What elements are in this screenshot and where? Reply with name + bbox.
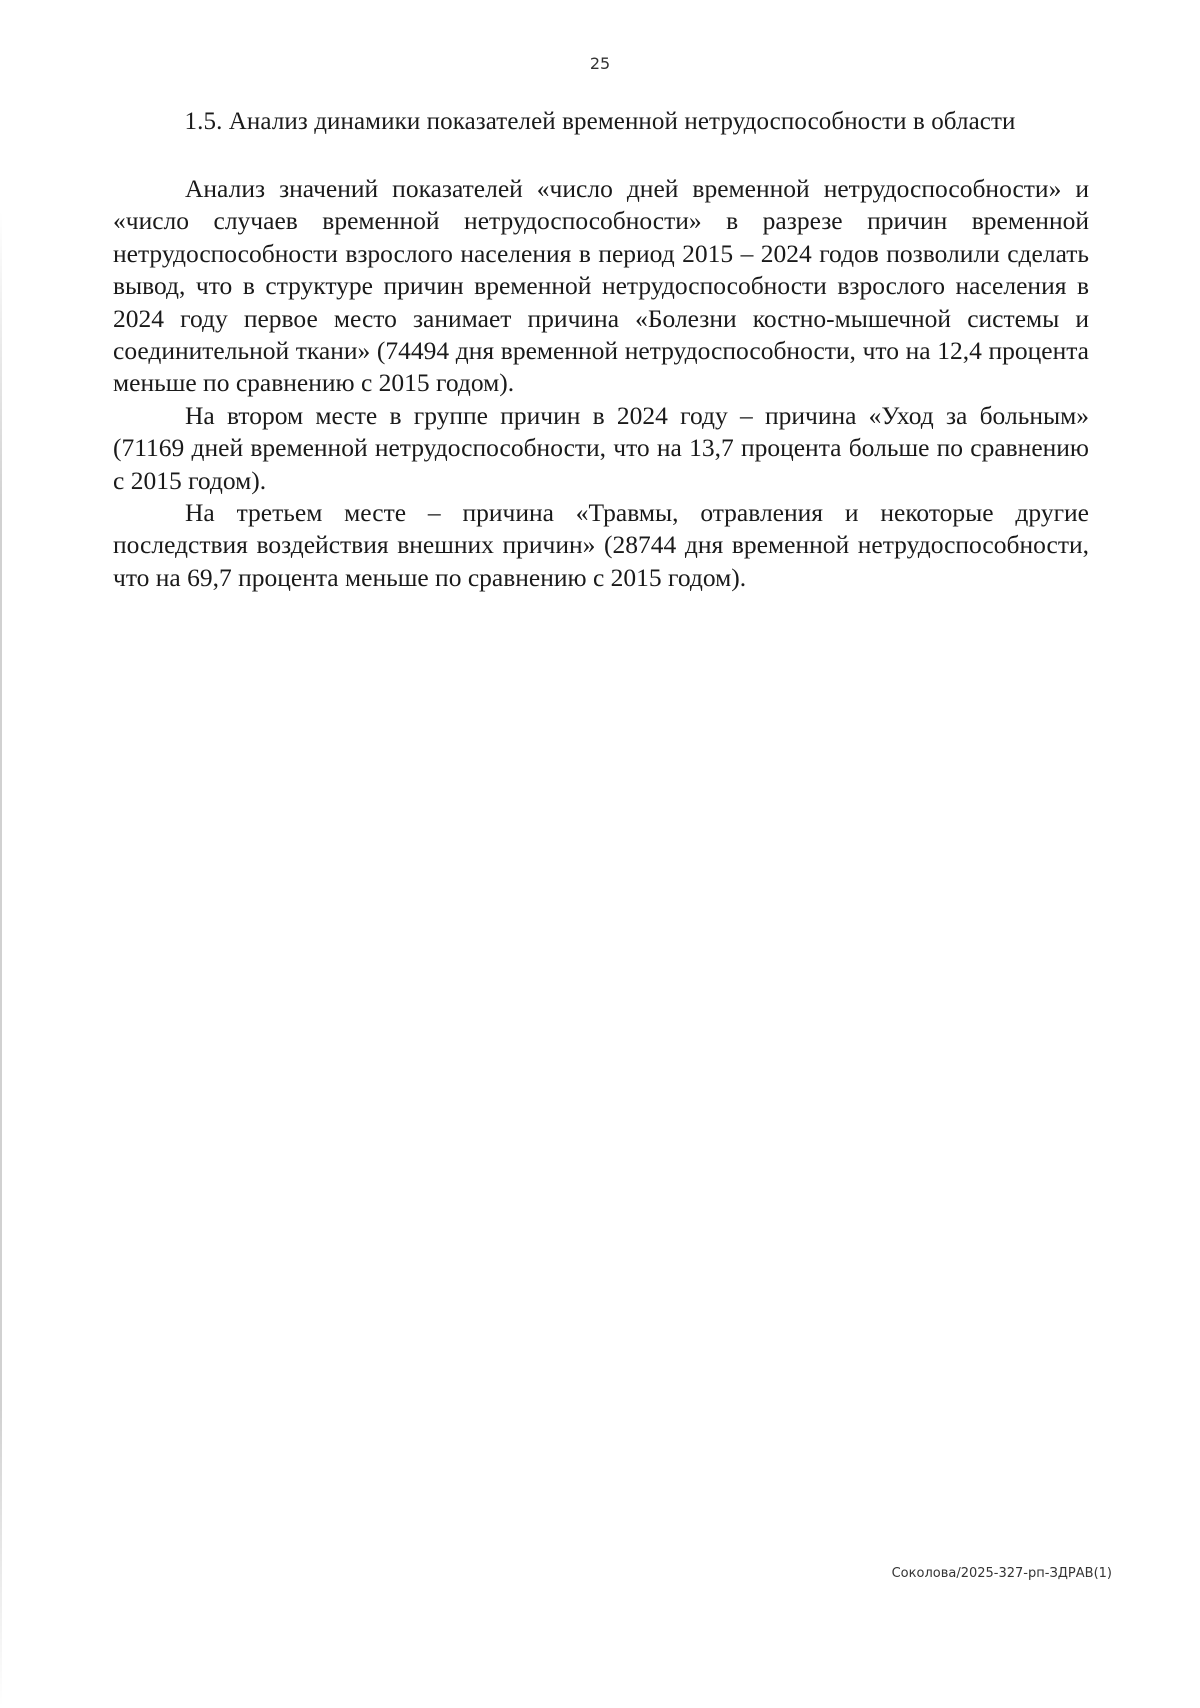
paragraph-second-place: На втором месте в группе причин в 2024 году – причина «Уход за больным» (71169 дней временной нетрудоспособности, что на 13,7 процента больше по сравнению с 2015 годом).: [113, 400, 1089, 495]
scan-edge-shadow: [0, 210, 2, 1708]
paragraph-third-place: На третьем месте – причина «Травмы, отравления и некоторые другие последствия воздействия внешних причин» (28744 дня временной нетрудоспособности, что на 69,7 процента меньше по сравнению с 2015 годом).: [113, 498, 1089, 592]
section-heading: 1.5. Анализ динамики показателей временной нетрудоспособности в области: [184, 108, 1016, 135]
body-text: [113, 173, 1089, 594]
page-number: 25: [589, 54, 611, 73]
document-footer-code: Соколова/2025-327-рп-ЗДРАВ(1): [891, 1566, 1112, 1581]
paragraph-first-place: Анализ значений показателей «число дней временной нетрудоспособности» и «число случаев временной нетрудоспособности» в разрезе причин временной нетрудоспособности взрослого населения в период 2015 – 2024 годов позволили сделать вывод, что в структуре причин временной нетрудоспособности взрослого населения в 2024 году первое место занимает причина «Болезни костно-мышечной системы и соединительной ткани» (74494 дня временной нетрудоспособности, что на 12,4 процента меньше по сравнению с 2015 годом).: [113, 174, 1089, 398]
